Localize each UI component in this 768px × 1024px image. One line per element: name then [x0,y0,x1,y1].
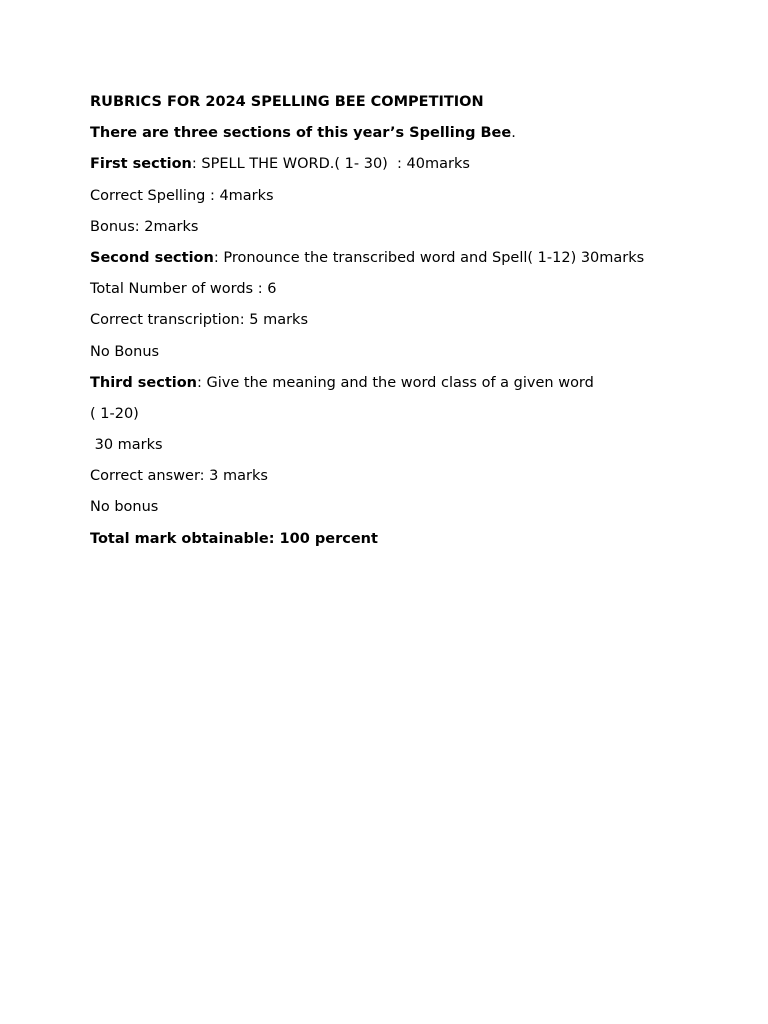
intro-tail: . [511,125,516,142]
second-section-label: Second section [90,249,214,266]
first-section-bonus: Bonus: 2marks [90,218,199,235]
third-section-correct-answer: Correct answer: 3 marks [90,468,268,485]
third-section-range: ( 1-20) [90,405,139,422]
second-section-total-words: Total Number of words : 6 [90,281,277,298]
second-section-correct-transcription: Correct transcription: 5 marks [90,312,309,329]
first-section-correct-spelling: Correct Spelling : 4marks [90,187,274,204]
first-section-label: First section [90,156,192,173]
third-section-text: : Give the meaning and the word class of a given word [197,374,594,391]
third-section-marks: 30 marks [90,437,163,454]
document-title: RUBRICS FOR 2024 SPELLING BEE COMPETITION [90,94,484,110]
third-section-line [90,372,730,403]
first-section-text: : SPELL THE WORD.( 1- 30) : 40marks [191,156,470,173]
intro-bold-text: There are three sections of this year’s Spelling Bee [90,125,512,142]
first-section-line [90,153,730,184]
document-body [90,91,730,559]
second-section-bonus: No Bonus [90,343,160,360]
total-marks: Total mark obtainable: 100 percent [90,530,378,547]
second-section-text: : Pronounce the transcribed word and Spell( 1-12) 30marks [213,249,645,266]
third-section-bonus: No bonus [90,499,159,516]
third-section-label: Third section [90,374,198,391]
intro-line [90,122,730,153]
second-section-line [90,247,730,278]
